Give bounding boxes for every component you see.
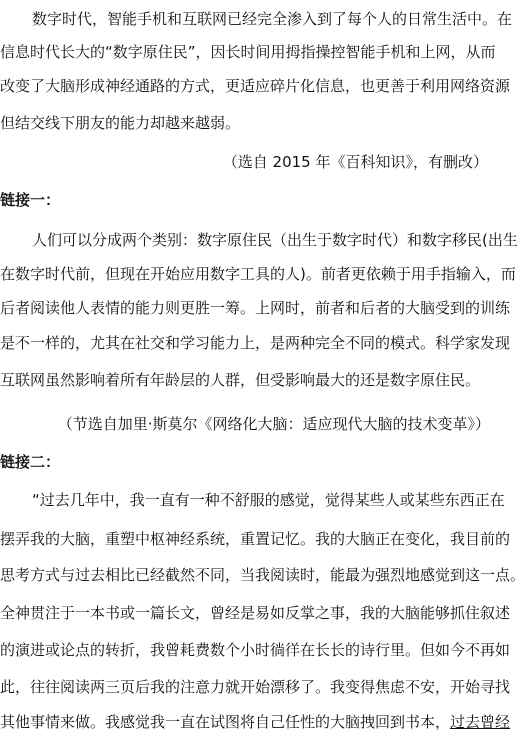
link-1-line-2: 在数字时代前，但现在开始应用数字工具的人)。前者更依赖于用手指输入，而 <box>0 265 516 283</box>
paragraph-1-line-3: 改变了大脑形成神经通路的方式，更适应碎片化信息，也更善于利用网络资源 <box>0 77 511 95</box>
link-2-line-3: 思考方式与过去相比已经截然不同，当我阅读时，能最为强烈地感觉到这一点。 <box>0 566 526 584</box>
link-1-source: （节选自加里·斯莫尔《网络化大脑：适应现代大脑的技术变革》） <box>57 415 490 433</box>
link-2-line-5: 的演进或论点的转折，我曾耗费数个小时徜徉在长长的诗行里。但如今不再如 <box>0 641 511 659</box>
link-1-line-1: 人们可以分成两个类别：数字原住民（出生于数字时代）和数字移民(出生 <box>32 231 518 249</box>
link-2-line-4: 全神贯注于一本书或一篇长文，曾经是易如反掌之事，我的大脑能够抓住叙述 <box>0 604 511 622</box>
link-1-line-3: 后者阅读他人表情的能力则更胜一筹。上网时，前者和后者的大脑受到的训练 <box>0 299 511 317</box>
link-1-heading: 链接一： <box>0 191 61 209</box>
link-2-line-2: 摆弄我的大脑，重塑中枢神经系统，重置记忆。我的大脑正在变化，我目前的 <box>0 530 511 548</box>
link-2-underlined-text: 过去曾经 <box>450 713 511 731</box>
link-2-heading: 链接二： <box>0 453 61 471</box>
paragraph-1-line-4: 但结交线下朋友的能力却越来越弱。 <box>0 114 241 132</box>
link-2-line-6: 此，往往阅读两三页后我的注意力就开始漂移了。我变得焦虑不安，开始寻找 <box>0 678 511 696</box>
link-2-line-7 <box>0 710 511 734</box>
link-2-line-1: “过去几年中，我一直有一种不舒服的感觉，觉得某些人或某些东西正在 <box>32 491 505 509</box>
paragraph-1-line-2: 信息时代长大的“数字原住民”，因长时间用拇指操控智能手机和上网，从而 <box>0 43 496 61</box>
link-1-line-4: 是不一样的，尤其在社交和学习能力上，是两种完全不同的模式。科学家发现 <box>0 334 511 352</box>
link-2-line-7-text: 其他事情来做。我感觉我一直在试图将自己任性的大脑拽回到书本， <box>0 713 451 731</box>
paragraph-1-line-1: 数字时代，智能手机和互联网已经完全渗入到了每个人的日常生活中。在 <box>32 10 513 28</box>
paragraph-1-source: （选自 2015 年《百科知识》，有删改） <box>222 153 488 171</box>
link-1-line-5: 互联网虽然影响着所有年龄层的人群，但受影响最大的还是数字原住民。 <box>0 371 481 389</box>
